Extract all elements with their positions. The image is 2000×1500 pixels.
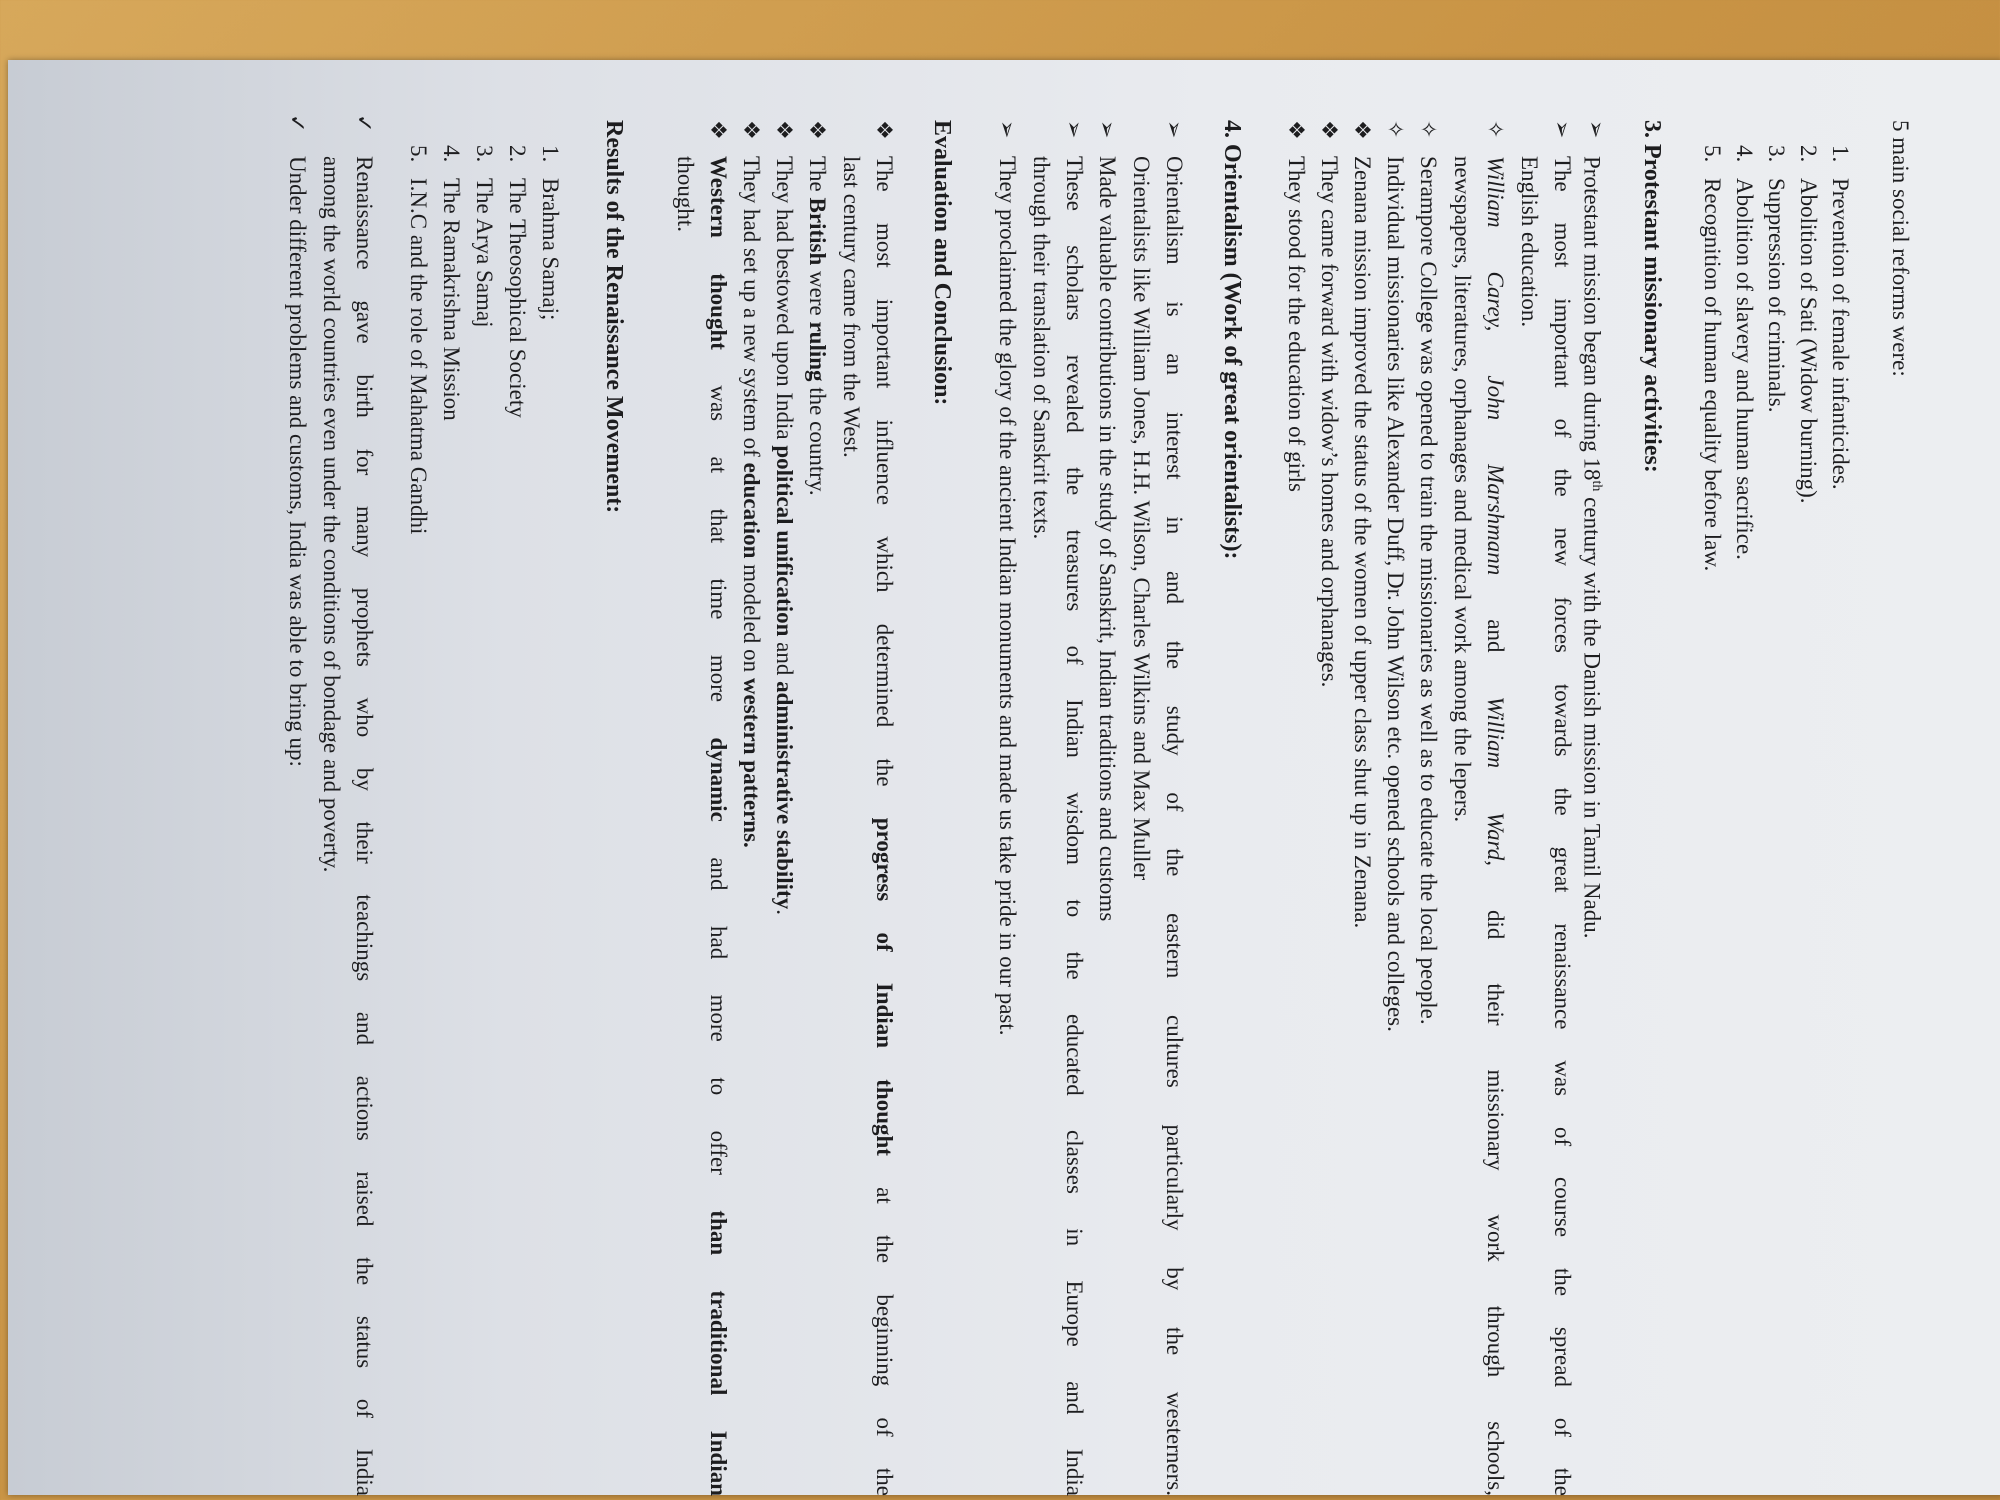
diamond-bullet-icon: ✧ — [1416, 120, 1441, 139]
diamond-bullet-icon: ✧ — [1483, 120, 1508, 139]
eval-p1-bold: progress of Indian thought — [872, 817, 897, 1156]
arrowhead-bullet-icon: ➢ — [1062, 120, 1087, 139]
eval-p2-c: were — [805, 265, 830, 322]
eval-p2-bold2: ruling — [805, 321, 830, 382]
eval-p3-bold2: administrative stability — [772, 681, 797, 910]
result-number: 4. — [439, 145, 464, 163]
orientalism-text: Made valuable contributions in the study of Sanskrit, Indian traditions and customs — [1095, 156, 1120, 922]
protestant-text: Individual missionaries like Alexander Duff, Dr. John Wilson etc. opened schools and colleges. — [1383, 156, 1408, 1032]
eval-p2-e: the country. — [805, 381, 830, 496]
missionary-name-ward: William Ward, — [1483, 696, 1508, 866]
reform-number: 4. — [1732, 145, 1757, 163]
eval-p2-a: The — [805, 156, 830, 198]
four-diamond-bullet-icon: ❖ — [805, 120, 830, 140]
arrowhead-bullet-icon: ➢ — [1550, 120, 1575, 139]
result-text: The Ramakrishna Mission — [439, 178, 464, 421]
section-heading-results: Results of the Renaissance Movement: — [601, 120, 627, 514]
eval-p3-e: . — [772, 909, 797, 915]
protestant-text-cont: English education. — [1517, 156, 1542, 328]
eval-p2-bold: British — [805, 197, 830, 266]
protestant-and: and — [1483, 575, 1508, 697]
evaluation-text-cont: last century came from the West. — [839, 156, 864, 458]
superscript-th: th — [1589, 480, 1604, 492]
paper-sheet — [8, 60, 2000, 1495]
reform-number: 2. — [1796, 145, 1821, 163]
protestant-text — [1479, 156, 1512, 1496]
protestant-text: Serampore College was opened to train the missionaries as well as to educate the local people. — [1416, 156, 1441, 1025]
orientalism-text: Orientalism is an interest in and the study of the eastern cultures particularly by the westerners. — [1162, 156, 1187, 1496]
protestant-text-cont: newspapers, literatures, orphanages and medical work among the lepers. — [1450, 156, 1475, 823]
four-diamond-bullet-icon: ❖ — [739, 120, 764, 140]
result-number: 5. — [406, 145, 431, 163]
eval-p3-bold: political unification — [772, 445, 797, 637]
reform-text: Abolition of slavery and human sacrifice. — [1732, 178, 1757, 560]
conclusion-text-cont: among the world countries even under the conditions of bondage and poverty. — [319, 156, 344, 873]
evaluation-text — [702, 156, 735, 1496]
protestant-work: did their missionary work through schools, — [1483, 865, 1508, 1497]
reform-text: Abolition of Sati (Widow burning). — [1796, 178, 1821, 504]
eval-p5-bold: Western thought — [706, 156, 731, 350]
eval-p4-bold2: western patterns. — [739, 677, 764, 848]
diamond-bullet-icon: ✧ — [1383, 120, 1408, 139]
reform-number: 3. — [1764, 145, 1789, 163]
conclusion-text: Under different problems and customs, India was able to bring up: — [285, 156, 310, 767]
checkmark-bullet-icon: ✓ — [352, 114, 377, 133]
page-content — [68, 114, 1948, 1500]
protestant-p1-rest: century with the Danish mission in Tamil Nadu. — [1579, 491, 1605, 939]
protestant-p1: Protestant mission began during 18 — [1579, 156, 1605, 481]
eval-p5-bold2: dynamic — [706, 737, 731, 822]
arrowhead-bullet-icon: ➢ — [1095, 120, 1120, 139]
evaluation-text — [801, 156, 834, 496]
intro-text: 5 main social reforms were: — [1888, 120, 1913, 377]
four-diamond-bullet-icon: ❖ — [872, 120, 897, 140]
four-diamond-bullet-icon: ❖ — [1350, 120, 1375, 140]
protestant-text — [1575, 156, 1612, 938]
result-number: 3. — [472, 145, 497, 163]
protestant-text: They stood for the education of girls — [1284, 156, 1309, 492]
arrowhead-bullet-icon: ➢ — [995, 120, 1020, 139]
eval-p4-a: They had set up a new system of — [739, 156, 764, 463]
reform-text: Recognition of human equality before law. — [1700, 178, 1725, 572]
eval-p5-bold3: than traditional Indian — [706, 1210, 731, 1496]
checkmark-bullet-icon: ✓ — [285, 114, 310, 133]
reform-text: Prevention of female infanticides. — [1828, 178, 1853, 490]
result-text: The Theosophical Society — [505, 178, 530, 418]
eval-p3-c: and — [772, 636, 797, 682]
orientalism-text-cont: through their translation of Sanskrit texts. — [1029, 156, 1054, 540]
result-text: The Arya Samaj — [472, 178, 497, 328]
section-heading-evaluation: Evaluation and Conclusion: — [929, 120, 955, 406]
four-diamond-bullet-icon: ❖ — [706, 120, 731, 140]
orientalism-text-cont: Orientalists like William Jones, H.H. Wilson, Charles Wilkins and Max Muller — [1129, 156, 1154, 881]
eval-p5-d: and had more to offer — [706, 821, 731, 1211]
protestant-text: They came forward with widow’s homes and orphanages. — [1317, 156, 1342, 688]
reform-text: Suppression of criminals. — [1764, 178, 1789, 413]
four-diamond-bullet-icon: ❖ — [772, 120, 797, 140]
eval-p5-b: was at that time more — [706, 349, 731, 738]
eval-p4-c: modeled on — [739, 558, 764, 678]
result-number: 2. — [505, 145, 530, 163]
evaluation-text-cont: thought. — [673, 156, 698, 233]
eval-p1-c: at the beginning of the — [872, 1155, 897, 1496]
evaluation-text — [735, 156, 768, 848]
eval-p3-a: They had bestowed upon India — [772, 156, 797, 446]
reform-number: 1. — [1828, 145, 1853, 163]
eval-p1-a: The most important influence which determined the — [872, 156, 897, 818]
evaluation-text — [768, 156, 801, 915]
orientalism-text: They proclaimed the glory of the ancient Indian monuments and made us take pride in our past. — [995, 156, 1020, 1036]
arrowhead-bullet-icon: ➢ — [1584, 120, 1609, 139]
conclusion-text: Renaissance gave birth for many prophets who by their teachings and actions raised the status of India — [352, 156, 377, 1496]
evaluation-text — [868, 156, 901, 1496]
four-diamond-bullet-icon: ❖ — [1317, 120, 1342, 140]
section-heading-protestant: 3. Protestant missionary activities: — [1639, 120, 1665, 473]
four-diamond-bullet-icon: ❖ — [1284, 120, 1309, 140]
protestant-text: The most important of the new forces towards the great renaissance was of course the spread of the — [1550, 156, 1575, 1496]
reform-number: 5. — [1700, 145, 1725, 163]
section-heading-orientalism: 4. Orientalism (Work of great orientalists): — [1219, 120, 1245, 560]
missionary-names: William Carey, John Marshmann — [1483, 156, 1508, 576]
orientalism-text: These scholars revealed the treasures of Indian wisdom to the educated classes in Europe and India — [1062, 156, 1087, 1496]
protestant-text: Zenana mission improved the status of the women of upper class shut up in Zenana. — [1350, 156, 1375, 929]
result-number: 1. — [538, 145, 563, 163]
result-text: I.N.C and the role of Mahatma Gandhi — [406, 178, 431, 535]
result-text: Brahma Samaj; — [538, 178, 563, 321]
arrowhead-bullet-icon: ➢ — [1162, 120, 1187, 139]
eval-p4-bold: education — [739, 462, 764, 559]
